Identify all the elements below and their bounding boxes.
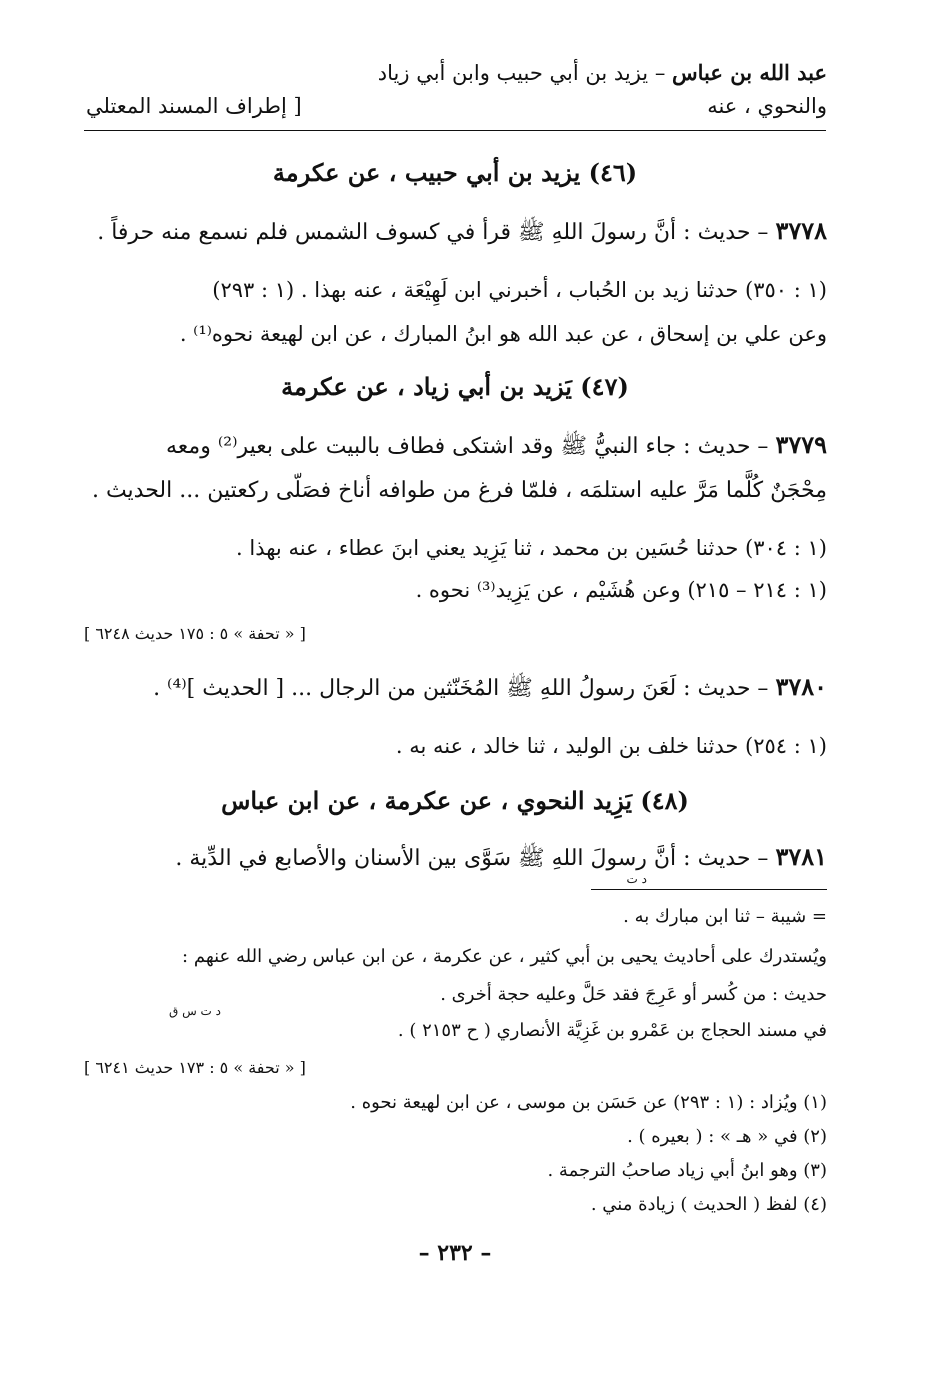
hadith-text: – حديث : لَعَنَ رسولُ اللهِ ﷺ المُخَنّثين من الرجال ... [ الحديث ]⁽⁴⁾ .	[153, 676, 769, 701]
footnote-continuation: = شيبة – ثنا ابن مبارك به .	[623, 906, 827, 927]
footnote-2: (٢) في « هـ » : ( بعيره ) .	[627, 1126, 827, 1147]
source-line: (١ : ٢٥٤) حدثنا خلف بن الوليد ، ثنا خالد ، عنه به .	[395, 734, 827, 758]
hadith-number: ٣٧٨١	[775, 842, 827, 871]
hadith-3780	[153, 672, 827, 706]
section-heading-46: (٤٦) يزيد بن أبي حبيب ، عن عكرمة	[272, 158, 638, 187]
running-header-chapter-line2: والنحوي ، عنه	[707, 94, 827, 118]
section-heading-47: (٤٧) يَزيد بن أبي زياد ، عن عكرمة	[281, 372, 629, 401]
hadith-number: ٣٧٨٠	[775, 672, 827, 701]
collection-mark: د ت س ق	[168, 1004, 221, 1018]
hadith-3778	[97, 216, 827, 250]
source-line: (١ : ٣٥٠) حدثنا زيد بن الحُباب ، أخبرني ابن لَهِيْعَة ، عنه بهذا . (١ : ٢٩٣)	[212, 278, 827, 302]
hadith-text: – حديث : أنَّ رسولَ اللهِ ﷺ سَوَّى بين الأسنان والأصابع في الدِّية .	[175, 846, 769, 871]
footnote-continuation: في مسند الحجاج بن عَمْرو بن غَزِيَّة الأنصاري ( ح ٢١٥٣ ) .	[397, 1020, 827, 1041]
source-line: (١ : ٣٠٤) حدثنا حُسَين بن محمد ، ثنا يَزِيد يعني ابنَ عطاء ، عنه بهذا .	[236, 536, 827, 560]
chapter-subtitle: – يزيد بن أبي حبيب وابن أبي زياد	[377, 61, 672, 85]
hadith-text-continued: مِحْجَنٌ كُلَّما مَرَّ عليه استلمَه ، فلمّا فرغ من طوافه أناخ فصَلّى ركعتين ... الحديث .	[91, 478, 827, 503]
footnote-1: (١) ويُزاد : (١ : ٢٩٣) عن حَسَن بن موسى ، عن ابن لهيعة نحوه .	[350, 1092, 827, 1113]
running-header-chapter	[378, 60, 827, 85]
footnote-4: (٤) لفظ ( الحديث ) زيادة مني .	[590, 1194, 827, 1215]
hadith-number: ٣٧٧٩	[775, 430, 827, 459]
page-number: – ٢٣٢ –	[418, 1240, 492, 1266]
tuhfa-reference: [ « تحفة » ٥ : ١٧٣ حديث ٦٢٤١ ]	[84, 1058, 306, 1077]
footnote-continuation: حديث : من كُسر أو عَرِجَ فقد حَلَّ وعليه حجة أخرى .	[440, 984, 827, 1005]
tuhfa-reference: [ « تحفة » ٥ : ١٧٥ حديث ٦٢٤٨ ]	[84, 624, 306, 643]
hadith-3779	[166, 430, 827, 464]
running-header-book-title: [ إطراف المسند المعتلي	[86, 94, 302, 118]
hadith-number: ٣٧٧٨	[775, 216, 827, 245]
footnote-rule	[591, 889, 827, 890]
hadith-3781	[175, 842, 827, 876]
hadith-text: – حديث : أنَّ رسولَ اللهِ ﷺ قرأ في كسوف الشمس فلم نسمع منه حرفاً .	[97, 220, 769, 245]
source-line: وعن علي بن إسحاق ، عن عبد الله هو ابنُ المبارك ، عن ابن لهيعة نحوه⁽¹⁾ .	[179, 322, 827, 346]
chapter-name: عبد الله بن عباس	[672, 60, 827, 85]
section-heading-48: (٤٨) يَزِيد النحوي ، عن عكرمة ، عن ابن عباس	[221, 786, 689, 815]
collection-mark: د ت	[626, 872, 647, 886]
footnote-continuation: ويُستدرك على أحاديث يحيى بن أبي كثير ، عن عكرمة ، عن ابن عباس رضي الله عنهم :	[182, 946, 827, 967]
header-rule	[84, 130, 826, 131]
footnote-3: (٣) وهو ابنُ أبي زياد صاحبُ الترجمة .	[547, 1160, 827, 1181]
source-line: (١ : ٢١٤ – ٢١٥) وعن هُشَيْم ، عن يَزِيد⁽³⁾ نحوه .	[415, 578, 827, 602]
hadith-text: – حديث : جاء النبيُّ ﷺ وقد اشتكى فطاف بالبيت على بعير⁽²⁾ ومعه	[166, 434, 769, 459]
